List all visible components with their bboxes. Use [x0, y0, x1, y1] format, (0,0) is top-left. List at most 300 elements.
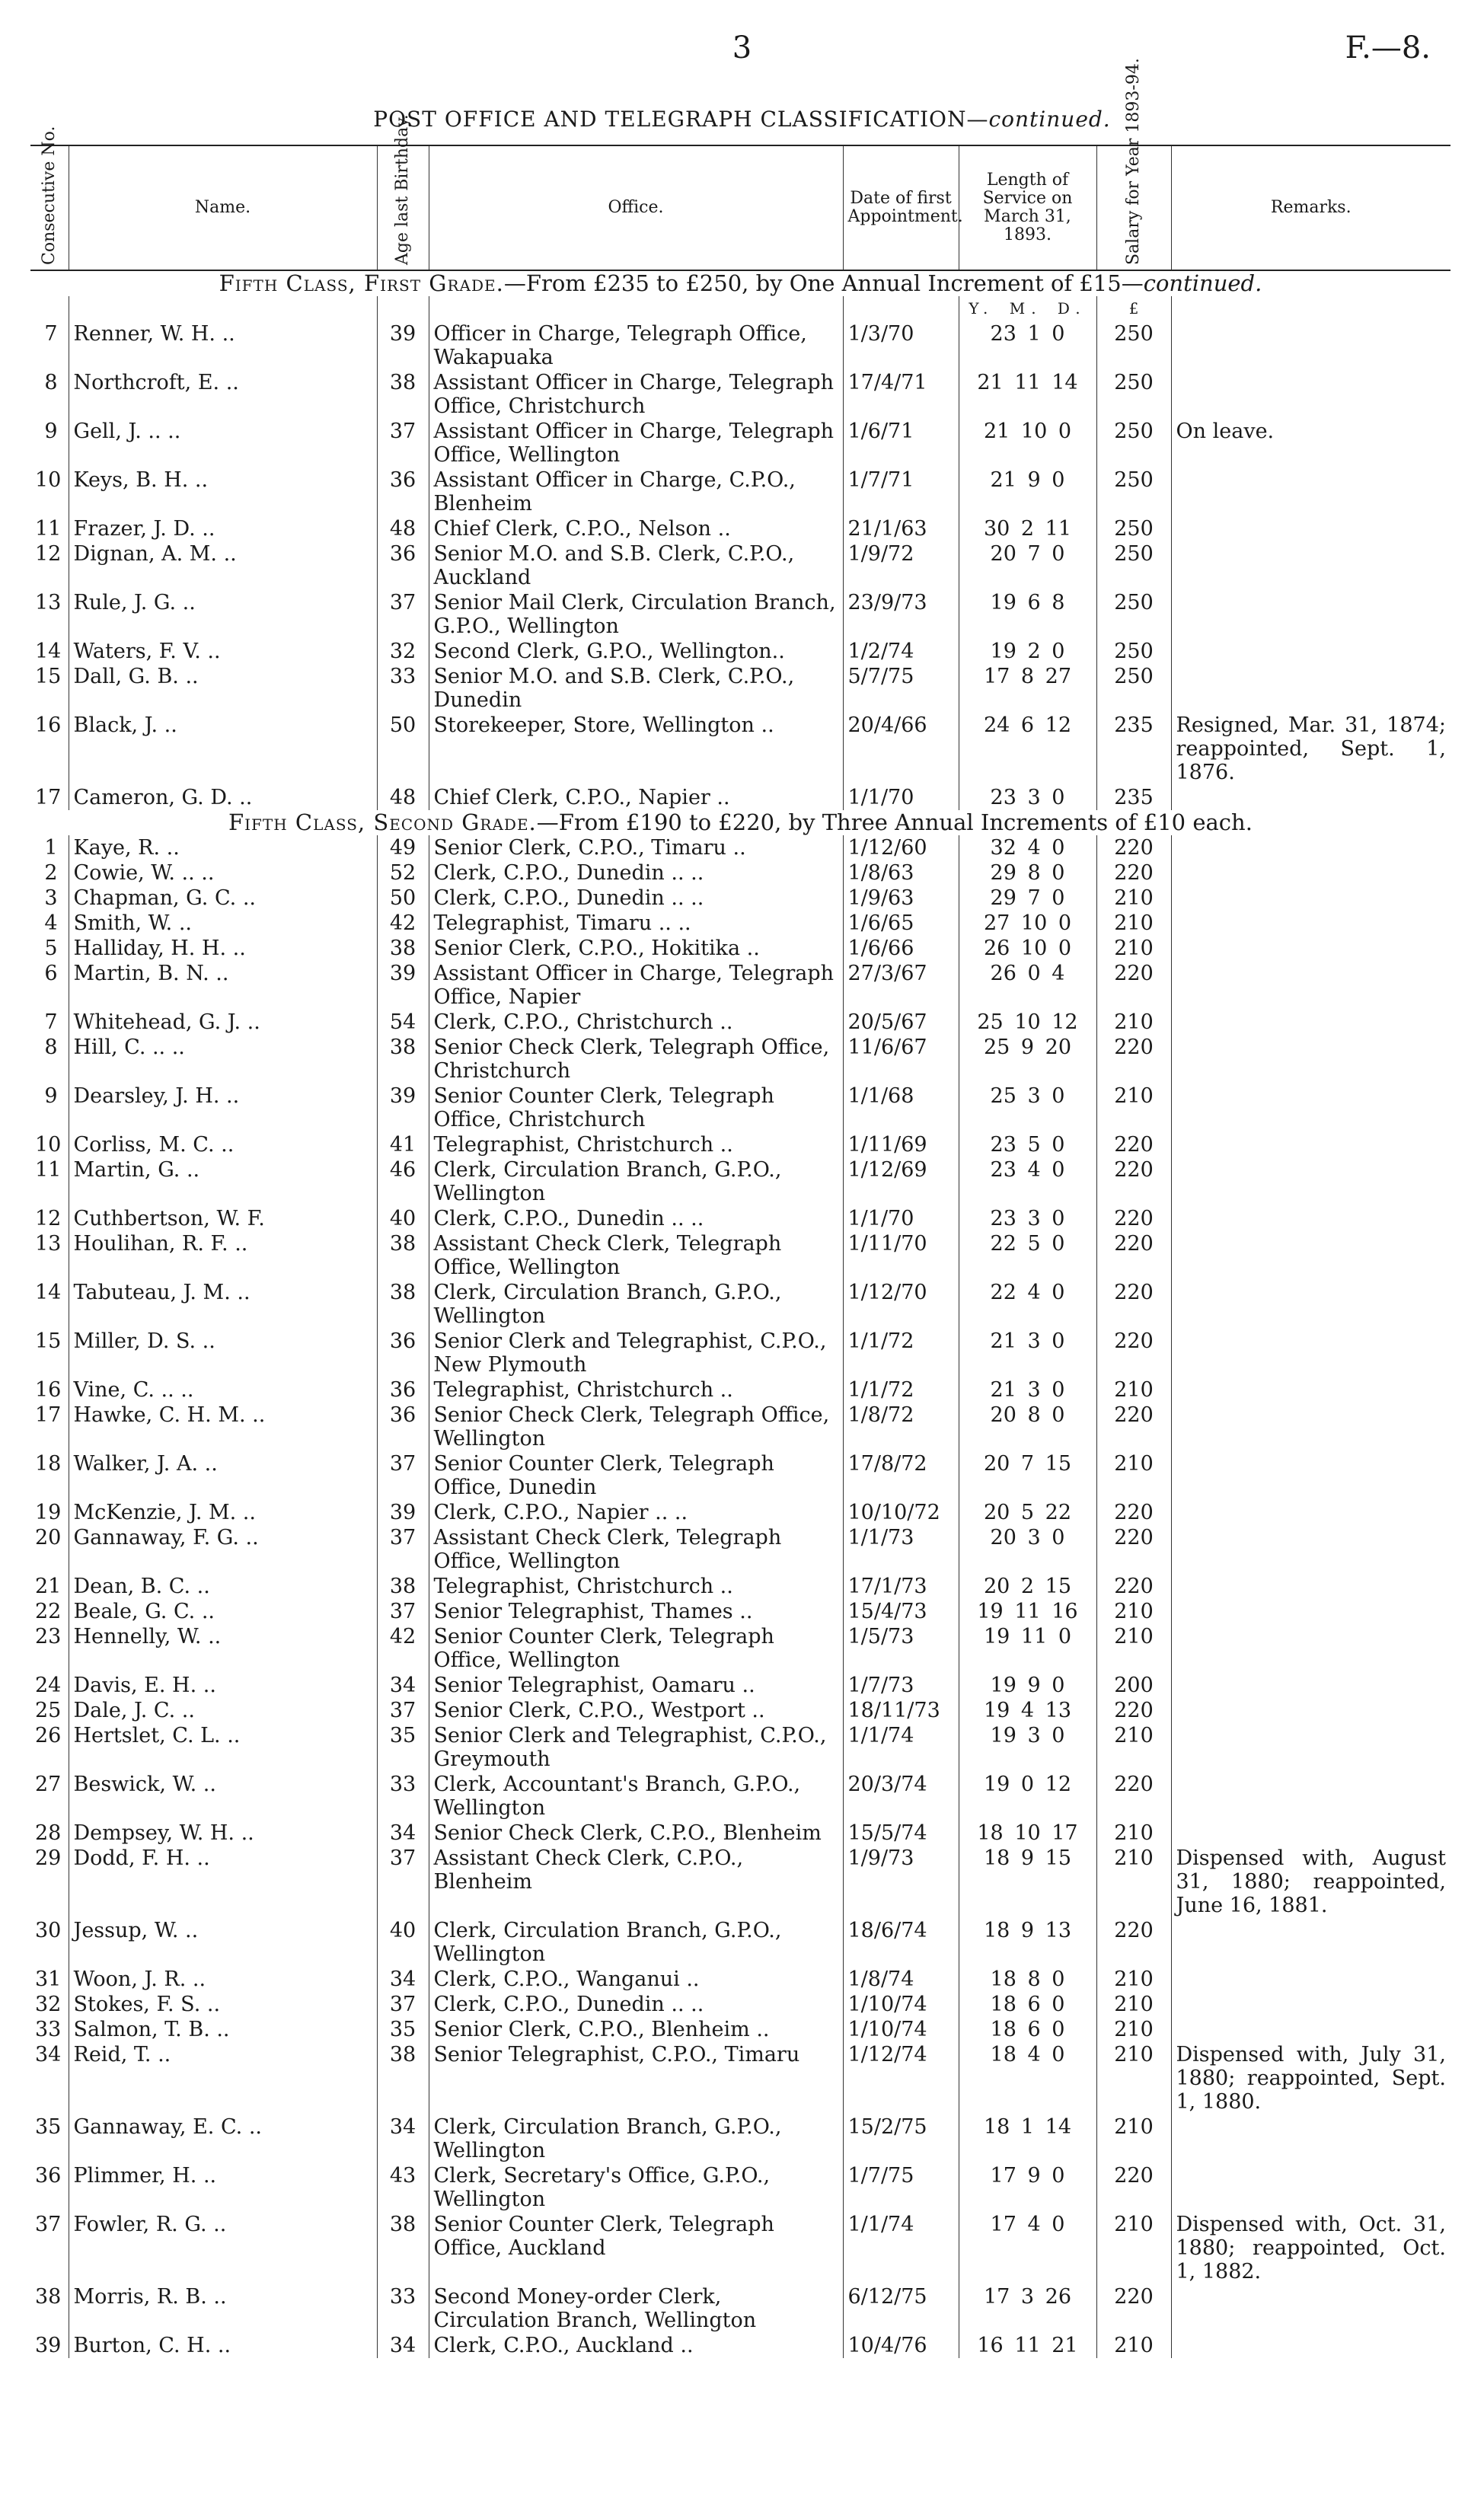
cell-salary: 210 — [1096, 1377, 1171, 1403]
cell-remarks — [1171, 1500, 1450, 1525]
table-row — [30, 1010, 1450, 1035]
cell-salary: 220 — [1096, 961, 1171, 1010]
cell-name: Cameron, G. D. .. — [69, 785, 377, 810]
cell-consecutive-no: 33 — [35, 2018, 62, 2041]
cell-date-of-appointment: 1/12/70 — [843, 1280, 959, 1329]
cell-remarks — [1171, 1280, 1450, 1329]
cell-office: Clerk, C.P.O., Christchurch .. — [429, 1010, 843, 1035]
cell-remarks — [1171, 664, 1450, 713]
cell-remarks — [1171, 1918, 1450, 1967]
table-row — [30, 911, 1450, 936]
col-header-office: Office. — [429, 145, 843, 270]
section-heading-row — [30, 270, 1450, 296]
table-row — [30, 1280, 1450, 1329]
cell-consecutive-no: 10 — [35, 1133, 62, 1157]
table-row — [30, 1329, 1450, 1377]
cell-consecutive-no: 17 — [35, 1403, 62, 1427]
cell-date-of-appointment: 18/6/74 — [843, 1918, 959, 1967]
cell-age: 34 — [377, 1673, 429, 1698]
cell-remarks — [1171, 1698, 1450, 1723]
cell-age: 36 — [377, 1377, 429, 1403]
cell-office: Senior Clerk and Telegraphist, C.P.O., New Plymouth — [429, 1329, 843, 1377]
cell-consecutive-no: 38 — [35, 2285, 62, 2309]
cell-office: Senior M.O. and S.B. Clerk, C.P.O., Dunedin — [429, 664, 843, 713]
cell-remarks: Dispensed with, July 31, 1880; reappointed, Sept. 1, 1880. — [1171, 2042, 1450, 2114]
table-row — [30, 639, 1450, 664]
units-cell-empty — [843, 296, 959, 321]
table-row — [30, 1083, 1450, 1132]
table-row — [30, 2114, 1450, 2163]
cell-date-of-appointment: 1/12/69 — [843, 1157, 959, 1206]
service-units: Y. M. D. — [959, 296, 1096, 321]
cell-name: Tabuteau, J. M. .. — [69, 1280, 377, 1329]
cell-length-of-service: 22 5 0 — [959, 1231, 1096, 1280]
cell-age: 34 — [377, 2333, 429, 2358]
cell-office: Clerk, C.P.O., Dunedin .. .. — [429, 1206, 843, 1231]
table-body — [30, 270, 1450, 2358]
cell-date-of-appointment: 1/9/72 — [843, 541, 959, 590]
cell-age: 43 — [377, 2163, 429, 2212]
table-row — [30, 1206, 1450, 1231]
cell-length-of-service: 21 10 0 — [959, 419, 1096, 468]
cell-length-of-service: 20 5 22 — [959, 1500, 1096, 1525]
cell-date-of-appointment: 1/5/73 — [843, 1624, 959, 1673]
table-row — [30, 1231, 1450, 1280]
cell-office: Clerk, Circulation Branch, G.P.O., Wellington — [429, 2114, 843, 2163]
section-heading — [30, 810, 1450, 835]
cell-office: Chief Clerk, C.P.O., Napier .. — [429, 785, 843, 810]
cell-consecutive-no: 16 — [35, 1378, 62, 1402]
table-row — [30, 321, 1450, 370]
units-cell-empty — [69, 296, 377, 321]
cell-remarks — [1171, 1574, 1450, 1599]
section-heading — [30, 270, 1450, 296]
cell-office: Assistant Officer in Charge, Telegraph Office, Wellington — [429, 419, 843, 468]
cell-age: 37 — [377, 1525, 429, 1574]
cell-name: Salmon, T. B. .. — [69, 2017, 377, 2042]
cell-consecutive-no: 13 — [35, 1232, 62, 1256]
cell-salary: 235 — [1096, 713, 1171, 785]
cell-remarks: Resigned, Mar. 31, 1874; reappointed, Sept. 1, 1876. — [1171, 713, 1450, 785]
cell-remarks — [1171, 1451, 1450, 1500]
cell-remarks — [1171, 1206, 1450, 1231]
cell-consecutive-no: 27 — [35, 1773, 62, 1796]
cell-office: Storekeeper, Store, Wellington .. — [429, 713, 843, 785]
cell-salary: 210 — [1096, 2114, 1171, 2163]
cell-name: Black, J. .. — [69, 713, 377, 785]
cell-remarks — [1171, 2284, 1450, 2333]
cell-length-of-service: 18 9 15 — [959, 1846, 1096, 1918]
cell-age: 48 — [377, 516, 429, 541]
cell-remarks — [1171, 1772, 1450, 1821]
table-row — [30, 936, 1450, 961]
cell-consecutive-no: 23 — [35, 1625, 62, 1648]
cell-age: 37 — [377, 419, 429, 468]
cell-consecutive-no: 9 — [44, 1084, 58, 1108]
cell-name: Davis, E. H. .. — [69, 1673, 377, 1698]
cell-consecutive-no: 10 — [35, 468, 62, 492]
cell-age: 38 — [377, 370, 429, 419]
cell-consecutive-no: 25 — [35, 1699, 62, 1722]
cell-name: Dodd, F. H. .. — [69, 1846, 377, 1918]
cell-office: Senior Clerk, C.P.O., Westport .. — [429, 1698, 843, 1723]
cell-remarks — [1171, 516, 1450, 541]
cell-consecutive-no: 31 — [35, 1967, 62, 1991]
cell-consecutive-no: 26 — [35, 1724, 62, 1747]
cell-name: Rule, J. G. .. — [69, 590, 377, 639]
table-row — [30, 2212, 1450, 2284]
cell-office: Clerk, C.P.O., Wanganui .. — [429, 1967, 843, 1992]
cell-date-of-appointment: 1/11/69 — [843, 1132, 959, 1157]
cell-salary: 220 — [1096, 2163, 1171, 2212]
cell-salary: 220 — [1096, 1574, 1171, 1599]
cell-date-of-appointment: 1/8/74 — [843, 1967, 959, 1992]
cell-length-of-service: 19 6 8 — [959, 590, 1096, 639]
cell-date-of-appointment: 1/1/72 — [843, 1329, 959, 1377]
table-row — [30, 1035, 1450, 1083]
cell-date-of-appointment: 6/12/75 — [843, 2284, 959, 2333]
cell-consecutive-no: 19 — [35, 1501, 62, 1524]
cell-age: 38 — [377, 1574, 429, 1599]
cell-office: Telegraphist, Christchurch .. — [429, 1377, 843, 1403]
cell-length-of-service: 23 3 0 — [959, 1206, 1096, 1231]
column-header-row — [30, 145, 1450, 270]
cell-consecutive-no: 20 — [35, 1526, 62, 1549]
cell-consecutive-no: 3 — [44, 886, 58, 910]
cell-length-of-service: 19 4 13 — [959, 1698, 1096, 1723]
col-header-salary: Salary for Year 1893-94. — [1096, 145, 1171, 270]
table-row — [30, 2017, 1450, 2042]
cell-consecutive-no: 15 — [35, 1329, 62, 1353]
cell-date-of-appointment: 18/11/73 — [843, 1698, 959, 1723]
cell-consecutive-no: 28 — [35, 1821, 62, 1845]
cell-consecutive-no: 32 — [35, 1993, 62, 2016]
cell-remarks — [1171, 2333, 1450, 2358]
cell-consecutive-no: 5 — [44, 937, 58, 960]
cell-age: 32 — [377, 639, 429, 664]
cell-salary: 250 — [1096, 590, 1171, 639]
cell-age: 41 — [377, 1132, 429, 1157]
cell-salary: 210 — [1096, 2017, 1171, 2042]
cell-salary: 210 — [1096, 1846, 1171, 1918]
cell-remarks — [1171, 1132, 1450, 1157]
cell-office: Officer in Charge, Telegraph Office, Wakapuaka — [429, 321, 843, 370]
cell-remarks — [1171, 1821, 1450, 1846]
cell-salary: 220 — [1096, 1500, 1171, 1525]
table-row — [30, 468, 1450, 516]
cell-age: 39 — [377, 961, 429, 1010]
cell-name: Kaye, R. .. — [69, 835, 377, 860]
cell-office: Clerk, Circulation Branch, G.P.O., Wellington — [429, 1918, 843, 1967]
cell-remarks — [1171, 1403, 1450, 1451]
table-row — [30, 1846, 1450, 1918]
cell-consecutive-no: 6 — [44, 962, 58, 985]
cell-date-of-appointment: 1/7/71 — [843, 468, 959, 516]
cell-date-of-appointment: 1/1/72 — [843, 1377, 959, 1403]
cell-consecutive-no: 12 — [35, 542, 62, 566]
table-row — [30, 419, 1450, 468]
col-header-date-of-appointment: Date of first Appointment. — [843, 145, 959, 270]
cell-name: Beale, G. C. .. — [69, 1599, 377, 1624]
cell-office: Senior Clerk, C.P.O., Hokitika .. — [429, 936, 843, 961]
cell-date-of-appointment: 23/9/73 — [843, 590, 959, 639]
cell-date-of-appointment: 1/7/73 — [843, 1673, 959, 1698]
cell-length-of-service: 20 8 0 — [959, 1403, 1096, 1451]
cell-date-of-appointment: 1/12/60 — [843, 835, 959, 860]
cell-date-of-appointment: 17/8/72 — [843, 1451, 959, 1500]
cell-name: Gannaway, F. G. .. — [69, 1525, 377, 1574]
cell-office: Senior Telegraphist, Thames .. — [429, 1599, 843, 1624]
cell-date-of-appointment: 21/1/63 — [843, 516, 959, 541]
cell-name: Hawke, C. H. M. .. — [69, 1403, 377, 1451]
cell-remarks — [1171, 1723, 1450, 1772]
cell-length-of-service: 17 8 27 — [959, 664, 1096, 713]
cell-salary: 210 — [1096, 886, 1171, 911]
table-row — [30, 664, 1450, 713]
cell-date-of-appointment: 1/10/74 — [843, 1992, 959, 2017]
cell-name: Morris, R. B. .. — [69, 2284, 377, 2333]
cell-age: 36 — [377, 541, 429, 590]
page-title-continued: continued. — [988, 107, 1111, 132]
units-row — [30, 296, 1450, 321]
cell-age: 38 — [377, 1231, 429, 1280]
cell-consecutive-no: 9 — [44, 420, 58, 443]
cell-length-of-service: 17 4 0 — [959, 2212, 1096, 2284]
cell-age: 37 — [377, 590, 429, 639]
cell-length-of-service: 17 9 0 — [959, 2163, 1096, 2212]
cell-length-of-service: 19 0 12 — [959, 1772, 1096, 1821]
cell-remarks: Dispensed with, Oct. 31, 1880; reappointed, Oct. 1, 1882. — [1171, 2212, 1450, 2284]
table-row — [30, 1992, 1450, 2017]
cell-salary: 210 — [1096, 936, 1171, 961]
table-row — [30, 2333, 1450, 2358]
cell-name: Miller, D. S. .. — [69, 1329, 377, 1377]
cell-office: Clerk, C.P.O., Auckland .. — [429, 2333, 843, 2358]
cell-office: Senior Check Clerk, Telegraph Office, Christchurch — [429, 1035, 843, 1083]
cell-name: Dall, G. B. .. — [69, 664, 377, 713]
cell-date-of-appointment: 1/8/63 — [843, 860, 959, 886]
cell-remarks — [1171, 1377, 1450, 1403]
cell-remarks: Dispensed with, August 31, 1880; reappointed, June 16, 1881. — [1171, 1846, 1450, 1918]
cell-name: Walker, J. A. .. — [69, 1451, 377, 1500]
cell-salary: 250 — [1096, 419, 1171, 468]
cell-date-of-appointment: 15/4/73 — [843, 1599, 959, 1624]
table-row — [30, 590, 1450, 639]
units-cell-empty — [1171, 296, 1450, 321]
cell-salary: 220 — [1096, 1403, 1171, 1451]
cell-consecutive-no: 7 — [44, 1010, 58, 1034]
cell-date-of-appointment: 1/8/72 — [843, 1403, 959, 1451]
cell-length-of-service: 21 3 0 — [959, 1377, 1096, 1403]
cell-consecutive-no: 35 — [35, 2115, 62, 2139]
cell-remarks — [1171, 590, 1450, 639]
cell-office: Telegraphist, Timaru .. .. — [429, 911, 843, 936]
cell-salary: 220 — [1096, 1329, 1171, 1377]
cell-length-of-service: 18 6 0 — [959, 2017, 1096, 2042]
cell-date-of-appointment: 1/1/68 — [843, 1083, 959, 1132]
cell-age: 48 — [377, 785, 429, 810]
cell-salary: 220 — [1096, 1132, 1171, 1157]
cell-age: 46 — [377, 1157, 429, 1206]
cell-salary: 210 — [1096, 1083, 1171, 1132]
cell-length-of-service: 25 9 20 — [959, 1035, 1096, 1083]
cell-salary: 250 — [1096, 664, 1171, 713]
cell-office: Clerk, Secretary's Office, G.P.O., Wellington — [429, 2163, 843, 2212]
cell-consecutive-no: 11 — [35, 1158, 62, 1182]
cell-name: Vine, C. .. .. — [69, 1377, 377, 1403]
cell-office: Senior Clerk, C.P.O., Timaru .. — [429, 835, 843, 860]
cell-office: Chief Clerk, C.P.O., Nelson .. — [429, 516, 843, 541]
cell-remarks — [1171, 1673, 1450, 1698]
table-row — [30, 541, 1450, 590]
cell-remarks — [1171, 1599, 1450, 1624]
cell-name: Chapman, G. C. .. — [69, 886, 377, 911]
table-row — [30, 886, 1450, 911]
cell-age: 34 — [377, 1967, 429, 1992]
units-cell-empty — [377, 296, 429, 321]
table-row — [30, 1918, 1450, 1967]
cell-name: Plimmer, H. .. — [69, 2163, 377, 2212]
cell-remarks — [1171, 1035, 1450, 1083]
cell-date-of-appointment: 17/1/73 — [843, 1574, 959, 1599]
cell-salary: 210 — [1096, 911, 1171, 936]
cell-length-of-service: 23 1 0 — [959, 321, 1096, 370]
cell-age: 37 — [377, 1599, 429, 1624]
table-row — [30, 2163, 1450, 2212]
cell-office: Clerk, C.P.O., Dunedin .. .. — [429, 860, 843, 886]
cell-salary: 220 — [1096, 1918, 1171, 1967]
cell-name: Whitehead, G. J. .. — [69, 1010, 377, 1035]
cell-consecutive-no: 2 — [44, 861, 58, 885]
cell-length-of-service: 20 7 15 — [959, 1451, 1096, 1500]
cell-salary: 210 — [1096, 1821, 1171, 1846]
cell-office: Clerk, Circulation Branch, G.P.O., Wellington — [429, 1157, 843, 1206]
cell-name: Stokes, F. S. .. — [69, 1992, 377, 2017]
cell-office: Senior Clerk and Telegraphist, C.P.O., Greymouth — [429, 1723, 843, 1772]
cell-date-of-appointment: 17/4/71 — [843, 370, 959, 419]
cell-salary: 220 — [1096, 1231, 1171, 1280]
table-row — [30, 1673, 1450, 1698]
cell-date-of-appointment: 1/10/74 — [843, 2017, 959, 2042]
cell-length-of-service: 19 11 0 — [959, 1624, 1096, 1673]
col-header-consecutive-no: Consecutive No. — [39, 126, 59, 265]
section-class: Fifth Class, First Grade. — [219, 270, 504, 296]
cell-date-of-appointment: 20/5/67 — [843, 1010, 959, 1035]
cell-length-of-service: 32 4 0 — [959, 835, 1096, 860]
cell-office: Senior Telegraphist, C.P.O., Timaru — [429, 2042, 843, 2114]
cell-office: Senior M.O. and S.B. Clerk, C.P.O., Auckland — [429, 541, 843, 590]
cell-salary: 220 — [1096, 1206, 1171, 1231]
cell-remarks — [1171, 2114, 1450, 2163]
table-row — [30, 1132, 1450, 1157]
col-header-age: Age last Birthday. — [377, 145, 429, 270]
cell-name: Cuthbertson, W. F. — [69, 1206, 377, 1231]
cell-length-of-service: 22 4 0 — [959, 1280, 1096, 1329]
section-continued: continued. — [1143, 270, 1262, 296]
cell-consecutive-no: 21 — [35, 1575, 62, 1598]
cell-name: Gell, J. .. .. — [69, 419, 377, 468]
cell-length-of-service: 18 4 0 — [959, 2042, 1096, 2114]
cell-length-of-service: 18 8 0 — [959, 1967, 1096, 1992]
cell-office: Senior Counter Clerk, Telegraph Office, Wellington — [429, 1624, 843, 1673]
cell-age: 38 — [377, 2212, 429, 2284]
cell-salary: 250 — [1096, 516, 1171, 541]
salary-units: £ — [1096, 296, 1171, 321]
cell-age: 37 — [377, 1698, 429, 1723]
cell-consecutive-no: 34 — [35, 2043, 62, 2066]
cell-salary: 250 — [1096, 639, 1171, 664]
cell-age: 36 — [377, 1403, 429, 1451]
cell-date-of-appointment: 10/10/72 — [843, 1500, 959, 1525]
cell-office: Senior Check Clerk, Telegraph Office, Wellington — [429, 1403, 843, 1451]
cell-length-of-service: 25 3 0 — [959, 1083, 1096, 1132]
cell-age: 39 — [377, 1500, 429, 1525]
cell-consecutive-no: 30 — [35, 1919, 62, 1942]
cell-date-of-appointment: 1/1/74 — [843, 2212, 959, 2284]
cell-age: 35 — [377, 1723, 429, 1772]
cell-remarks — [1171, 1083, 1450, 1132]
cell-age: 34 — [377, 1821, 429, 1846]
cell-remarks — [1171, 639, 1450, 664]
cell-office: Clerk, Accountant's Branch, G.P.O., Wellington — [429, 1772, 843, 1821]
cell-salary: 210 — [1096, 1624, 1171, 1673]
cell-office: Assistant Officer in Charge, C.P.O., Blenheim — [429, 468, 843, 516]
cell-salary: 210 — [1096, 2333, 1171, 2358]
cell-name: Corliss, M. C. .. — [69, 1132, 377, 1157]
cell-office: Telegraphist, Christchurch .. — [429, 1574, 843, 1599]
table-row — [30, 1500, 1450, 1525]
table-row — [30, 1157, 1450, 1206]
cell-consecutive-no: 13 — [35, 591, 62, 614]
cell-name: Reid, T. .. — [69, 2042, 377, 2114]
col-header-remarks: Remarks. — [1171, 145, 1450, 270]
cell-remarks — [1171, 835, 1450, 860]
cell-date-of-appointment: 15/2/75 — [843, 2114, 959, 2163]
cell-date-of-appointment: 1/1/74 — [843, 1723, 959, 1772]
cell-name: Hertslet, C. L. .. — [69, 1723, 377, 1772]
table-row — [30, 1403, 1450, 1451]
cell-salary: 220 — [1096, 1698, 1171, 1723]
cell-salary: 210 — [1096, 1723, 1171, 1772]
cell-remarks — [1171, 1329, 1450, 1377]
cell-consecutive-no: 12 — [35, 1207, 62, 1230]
cell-length-of-service: 30 2 11 — [959, 516, 1096, 541]
cell-name: Martin, G. .. — [69, 1157, 377, 1206]
cell-consecutive-no: 15 — [35, 665, 62, 688]
units-cell-empty — [429, 296, 843, 321]
cell-name: Fowler, R. G. .. — [69, 2212, 377, 2284]
cell-office: Second Clerk, G.P.O., Wellington.. — [429, 639, 843, 664]
cell-remarks — [1171, 370, 1450, 419]
cell-salary: 220 — [1096, 860, 1171, 886]
cell-age: 39 — [377, 1083, 429, 1132]
cell-consecutive-no: 29 — [35, 1846, 62, 1870]
cell-length-of-service: 18 6 0 — [959, 1992, 1096, 2017]
cell-name: Keys, B. H. .. — [69, 468, 377, 516]
section-salary-range: —From £235 to £250, by One Annual Increment of £15— — [503, 270, 1144, 296]
cell-age: 38 — [377, 2042, 429, 2114]
cell-date-of-appointment: 27/3/67 — [843, 961, 959, 1010]
cell-office: Clerk, C.P.O., Dunedin .. .. — [429, 886, 843, 911]
cell-length-of-service: 19 9 0 — [959, 1673, 1096, 1698]
cell-length-of-service: 21 3 0 — [959, 1329, 1096, 1377]
table-row — [30, 370, 1450, 419]
cell-length-of-service: 16 11 21 — [959, 2333, 1096, 2358]
cell-office: Clerk, C.P.O., Napier .. .. — [429, 1500, 843, 1525]
document-reference: F.—8. — [1345, 30, 1431, 65]
cell-date-of-appointment: 1/9/63 — [843, 886, 959, 911]
cell-age: 33 — [377, 2284, 429, 2333]
